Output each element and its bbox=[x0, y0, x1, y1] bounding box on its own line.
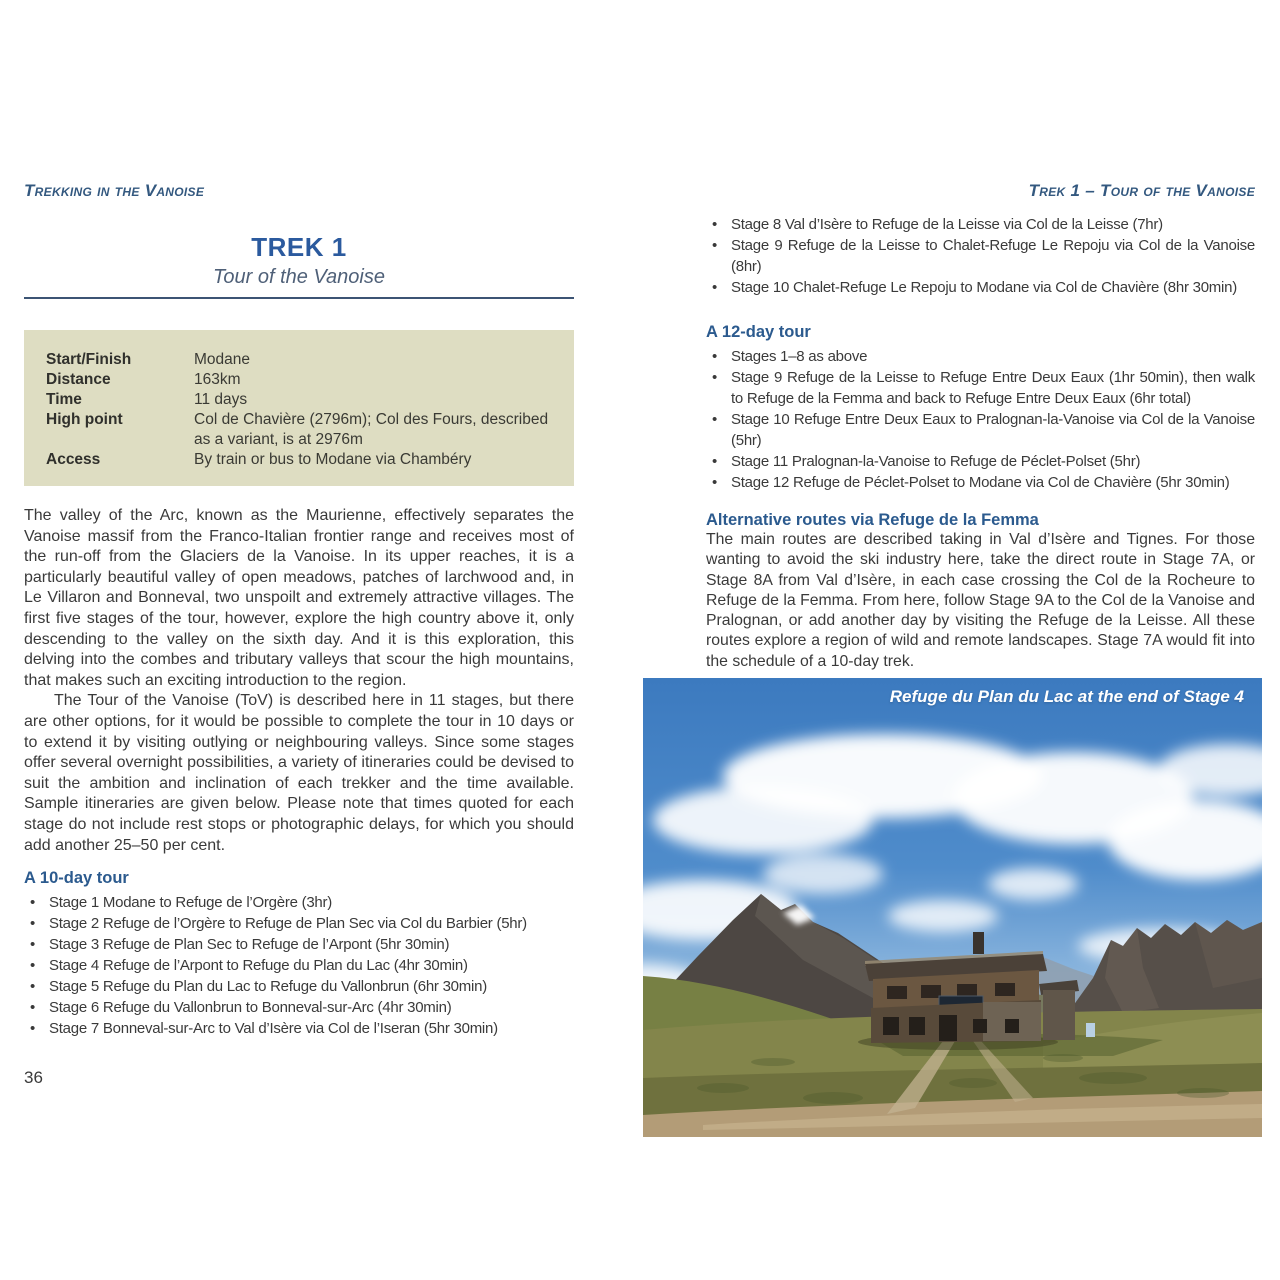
stage-list-10-day bbox=[24, 892, 574, 1039]
list-item-stage-2: • Stage 2 Refuge de l’Orgère to Refuge de Plan Sec via Col du Barbier (5hr) bbox=[24, 913, 574, 934]
page-number: 36 bbox=[24, 1068, 43, 1087]
trek-info-box bbox=[24, 330, 574, 486]
list-item-stage-4: • Stage 4 Refuge de l’Arpont to Refuge du Plan du Lac (4hr 30min) bbox=[24, 955, 574, 976]
refuge-photo bbox=[643, 678, 1262, 1137]
info-label: Start/Finish bbox=[46, 351, 132, 368]
title-rule bbox=[24, 297, 574, 299]
list-item-stage-9: • Stage 9 Refuge de la Leisse to Chalet-Refuge Le Repoju via Col de la Vanoise (8hr) bbox=[706, 235, 1255, 277]
info-row-high-point bbox=[46, 410, 552, 450]
info-label: Access bbox=[46, 451, 101, 468]
info-label: Distance bbox=[46, 371, 111, 388]
info-value: Modane bbox=[194, 351, 251, 368]
trek-subtitle: Tour of the Vanoise bbox=[213, 266, 385, 288]
list-item-stage-1: • Stage 1 Modane to Refuge de l’Orgère (3hr) bbox=[24, 892, 574, 913]
heading-alternative-routes: Alternative routes via Refuge de la Femma bbox=[706, 511, 1039, 529]
list-item-stage-12: • Stage 12 Refuge de Péclet-Polset to Modane via Col de Chavière (5hr 30min) bbox=[706, 472, 1255, 493]
running-head-right: Trek 1 – Tour of the Vanoise bbox=[1028, 181, 1255, 200]
info-value: 11 days bbox=[194, 391, 248, 408]
heading-10-day-tour: A 10-day tour bbox=[24, 869, 129, 888]
list-item-stage-10: • Stage 10 Chalet-Refuge Le Repoju to Modane via Col de Chavière (8hr 30min) bbox=[706, 277, 1255, 298]
stage-list-10-day-continued bbox=[706, 214, 1255, 298]
info-label: Time bbox=[46, 391, 82, 408]
list-item-stage-11: • Stage 11 Pralognan-la-Vanoise to Refuge de Péclet-Polset (5hr) bbox=[706, 451, 1255, 472]
list-item-stage-8: • Stage 8 Val d’Isère to Refuge de la Leisse via Col de la Leisse (7hr) bbox=[706, 214, 1255, 235]
heading-12-day-tour: A 12-day tour bbox=[706, 323, 811, 341]
info-value: 163km bbox=[194, 371, 241, 388]
intro-paragraph-1: The valley of the Arc, known as the Maurienne, effectively separates the Vanoise massif from the Franco-Italian frontier range and receives most of the run-off from the Glaciers de la Vanoise. In its upper reaches, it is a particularly beautiful valley of open meadows, patches of larchwood and, in Le Villaron and Bonneval, two unspoilt and extremely attractive villages. The first five stages of the tour, however, explore the high country above it, only descending to the valley on the sixth day. And it is this exploration, this delving into the combes and tributary valleys that scour the high mountains, that makes such an exciting introduction to the region. bbox=[24, 507, 574, 689]
list-item-stage-6: • Stage 6 Refuge du Vallonbrun to Bonneval-sur-Arc (4hr 30min) bbox=[24, 997, 574, 1018]
list-item-stages-1-8: • Stages 1–8 as above bbox=[706, 346, 1255, 367]
photo-caption: Refuge du Plan du Lac at the end of Stage 4 bbox=[889, 687, 1244, 706]
trek-title: TREK 1 bbox=[251, 232, 347, 262]
list-item-stage-3: • Stage 3 Refuge de Plan Sec to Refuge de l’Arpont (5hr 30min) bbox=[24, 934, 574, 955]
left-column bbox=[24, 506, 574, 1039]
info-row-access bbox=[46, 450, 552, 470]
list-item-stage-10: • Stage 10 Refuge Entre Deux Eaux to Pralognan-la-Vanoise via Col de la Vanoise (5hr) bbox=[706, 409, 1255, 451]
info-row-start-finish bbox=[46, 350, 552, 370]
running-head-left: Trekking in the Vanoise bbox=[24, 181, 205, 200]
refuge-photo-illustration bbox=[643, 678, 1262, 1137]
info-label: High point bbox=[46, 411, 123, 428]
list-item-stage-5: • Stage 5 Refuge du Plan du Lac to Refuge du Vallonbrun (6hr 30min) bbox=[24, 976, 574, 997]
stage-list-12-day bbox=[706, 346, 1255, 493]
intro-paragraph-2: The Tour of the Vanoise (ToV) is described here in 11 stages, but there are other options, for it would be possible to complete the tour in 10 days or to extend it by visiting outlying or neighbouring valleys. Since some stages offer several overnight possibilities, a variety of itineraries could be devised to suit the ambition and inclination of each trekker and the time available. Sample itineraries are given below. Please note that times quoted for each stage do not include rest stops or photographic delays, for which you should add another 25–50 per cent. bbox=[24, 692, 574, 854]
right-column bbox=[706, 214, 1255, 672]
list-item-stage-7: • Stage 7 Bonneval-sur-Arc to Val d’Isère via Col de l’Iseran (5hr 30min) bbox=[24, 1018, 574, 1039]
info-value: By train or bus to Modane via Chambéry bbox=[194, 451, 472, 468]
list-item-stage-9: • Stage 9 Refuge de la Leisse to Refuge Entre Deux Eaux (1hr 50min), then walk to Refuge de la Femma and back to Refuge Entre Deux Eaux (6hr total) bbox=[706, 367, 1255, 409]
info-row-distance bbox=[46, 370, 552, 390]
alternative-routes-paragraph: The main routes are described taking in Val d’Isère and Tignes. For those wanting to avoid the ski industry here, take the direct route in Stage 7A, or Stage 8A from Val d’Isère, in each case crossing the Col de la Rocheure to Refuge de la Femma. From here, follow Stage 9A to the Col de la Vanoise and Pralognan, or add another day by visiting the Refuge de la Leisse. All these routes explore a region of wild and remote landscapes. Stage 7A would fit into the schedule of a 10-day trek. bbox=[706, 531, 1255, 670]
info-row-time bbox=[46, 390, 552, 410]
info-value: Col de Chavière (2796m); Col des Fours, described as a variant, is at 2976m bbox=[194, 411, 549, 448]
